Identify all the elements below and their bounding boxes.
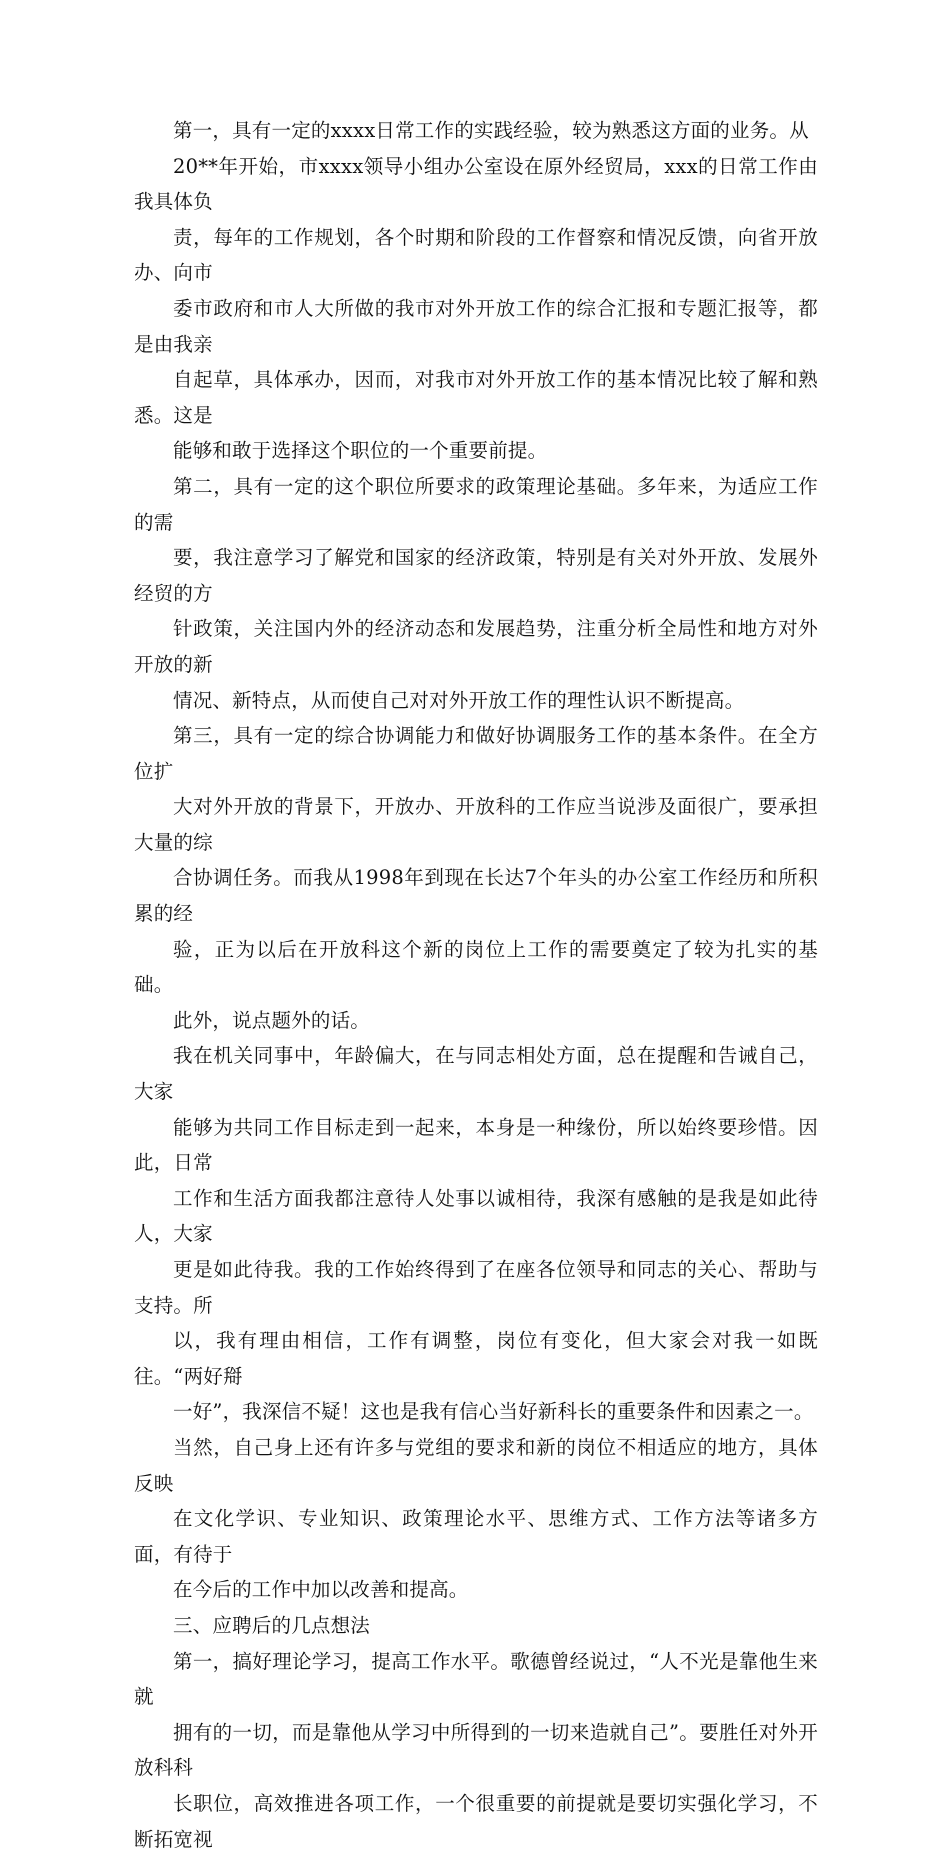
text-line: 要，我注意学习了解党和国家的经济政策，特别是有关对外开放、发展外经贸的方 — [134, 546, 818, 605]
text-line: 能够和敢于选择这个职位的一个重要前提。 — [173, 439, 548, 463]
text-line: 第二，具有一定的这个职位所要求的政策理论基础。多年来，为适应工作的需 — [134, 474, 818, 534]
text-line: 一好”，我深信不疑！这也是我有信心当好新科长的重要条件和因素之一。 — [173, 1400, 814, 1424]
text-line: 合协调任务。而我从1998年到现在长达7个年头的办公室工作经历和所积累的经 — [134, 866, 818, 926]
text-line: 能够为共同工作目标走到一起来，本身是一种缘份，所以始终要珍惜。因此，日常 — [134, 1115, 818, 1175]
text-line: 当然，自己身上还有许多与党组的要求和新的岗位不相适应的地方，具体反映 — [134, 1435, 818, 1495]
text-line: 三、应聘后的几点想法 — [173, 1613, 371, 1637]
paragraph-colleagues — [134, 1038, 818, 1430]
text-line: 针政策，关注国内外的经济动态和发展趋势，注重分析全局性和地方对外开放的新 — [134, 617, 818, 676]
text-line: 大对外开放的背景下，开放办、开放科的工作应当说涉及面很广，要承担大量的综 — [134, 795, 818, 854]
text-line: 在文化学识、专业知识、政策理论水平、思维方式、工作方法等诸多方面，有待于 — [134, 1507, 818, 1566]
text-line: 工作和生活方面我都注意待人处事以诚相待，我深有感触的是我是如此待人，大家 — [134, 1186, 818, 1246]
text-line: 委市政府和市人大所做的我市对外开放工作的综合汇报和专题汇报等，都是由我亲 — [134, 296, 818, 356]
text-line: 在今后的工作中加以改善和提高。 — [173, 1578, 469, 1602]
paragraph-first-point — [134, 113, 818, 469]
text-line: 我在机关同事中，年龄偏大，在与同志相处方面，总在提醒和告诫自己，大家 — [134, 1044, 818, 1104]
text-line: 责，每年的工作规划，各个时期和阶段的工作督察和情况反馈，向省开放办、向市 — [134, 225, 818, 285]
text-line: 第一，具有一定的xxxx日常工作的实践经验，较为熟悉这方面的业务。从 — [173, 119, 809, 142]
paragraph-third-point — [134, 718, 818, 1003]
paragraph-study-plan — [134, 1644, 818, 1857]
text-line: 长职位，高效推进各项工作，一个很重要的前提就是要切实强化学习，不断拓宽视 — [134, 1791, 818, 1851]
paragraph-second-point — [134, 469, 818, 718]
document-body — [134, 113, 818, 1857]
text-line: 第一，搞好理论学习，提高工作水平。歌德曾经说过，“人不光是靠他生来就 — [134, 1649, 818, 1709]
text-line: 自起草，具体承办，因而，对我市对外开放工作的基本情况比较了解和熟悉。这是 — [134, 368, 818, 427]
text-line: 情况、新特点，从而使自己对对外开放工作的理性认识不断提高。 — [173, 688, 745, 712]
paragraph-aside — [134, 1003, 818, 1039]
text-line: 此外，说点题外的话。 — [173, 1008, 371, 1032]
paragraph-shortcomings — [134, 1430, 818, 1608]
text-line: 20**年开始，市xxxx领导小组办公室设在原外经贸局，xxx的日常工作由我具体负 — [134, 154, 818, 214]
section-heading — [134, 1608, 818, 1644]
text-line: 第三，具有一定的综合协调能力和做好协调服务工作的基本条件。在全方位扩 — [134, 724, 818, 783]
text-line: 验，正为以后在开放科这个新的岗位上工作的需要奠定了较为扎实的基础。 — [134, 937, 818, 997]
text-line: 以，我有理由相信，工作有调整，岗位有变化，但大家会对我一如既往。“两好搿 — [134, 1329, 818, 1388]
text-line: 更是如此待我。我的工作始终得到了在座各位领导和同志的关心、帮助与支持。所 — [134, 1258, 818, 1317]
text-line: 拥有的一切，而是靠他从学习中所得到的一切来造就自己”。要胜任对外开放科科 — [134, 1720, 818, 1780]
